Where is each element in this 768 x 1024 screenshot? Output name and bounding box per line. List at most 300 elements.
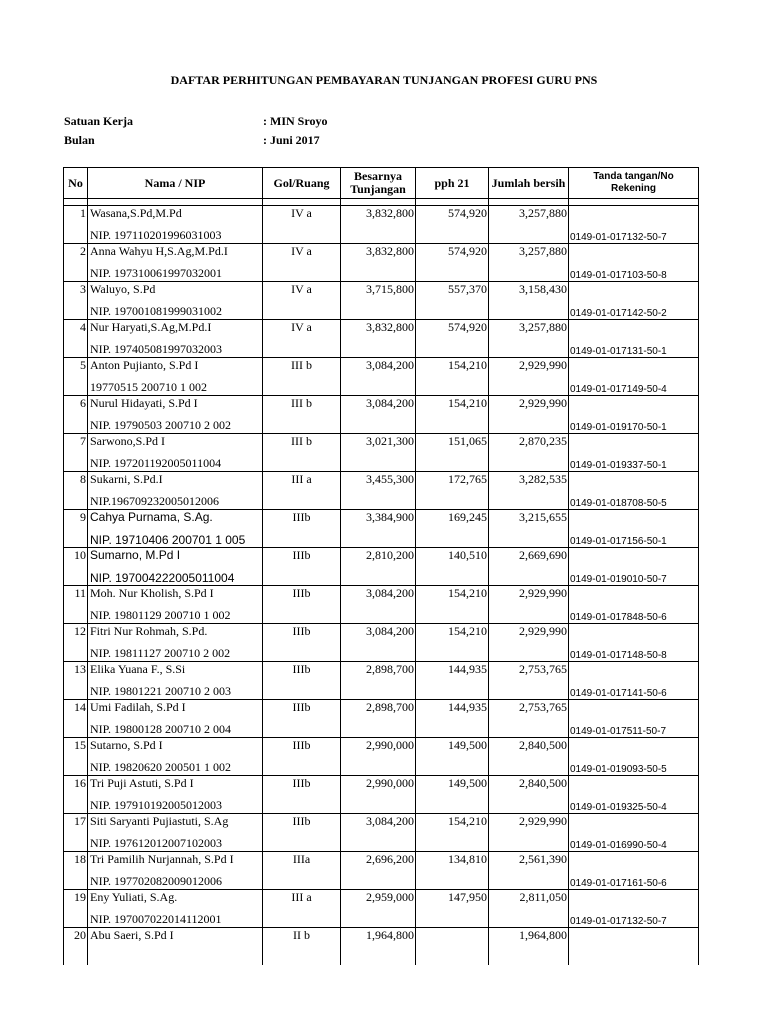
row-number-cont [64,718,88,738]
rekening-cell-top [569,434,699,453]
employee-name: Sumarno, M.Pd I [88,548,263,567]
row-number: 10 [64,548,88,567]
jumlah-bersih: 2,929,990 [489,396,569,415]
besarnya-cont [341,528,416,548]
row-number: 14 [64,700,88,719]
besarnya-tunjangan: 2,990,000 [341,738,416,757]
table-row-nip [64,300,699,320]
besarnya-tunjangan: 2,898,700 [341,662,416,681]
row-number: 13 [64,662,88,681]
gol-cont [263,528,341,548]
gol-ruang: IIIa [263,852,341,871]
rekening-number: 0149-01-019337-50-1 [569,452,699,472]
gol-ruang: IIIb [263,510,341,529]
gol-cont [263,452,341,472]
table-row-nip [64,566,699,586]
rekening-number: 0149-01-019010-50-7 [569,566,699,586]
jumlah-bersih: 2,561,390 [489,852,569,871]
pph21-cont [416,946,489,965]
jumlah-cont [489,680,569,700]
employee-nip: NIP.196709232005012006 [88,490,263,510]
jumlah-cont [489,490,569,510]
pph21-value: 557,370 [416,282,489,301]
row-number-cont [64,262,88,282]
gol-ruang: IV a [263,206,341,225]
besarnya-cont [341,756,416,776]
rekening-cell-top [569,700,699,719]
table-row-nip [64,832,699,852]
employee-name: Umi Fadilah, S.Pd I [88,700,263,719]
rekening-cell-top [569,206,699,225]
bulan-label: Bulan [64,133,95,147]
row-number: 18 [64,852,88,871]
jumlah-bersih: 2,840,500 [489,776,569,795]
employee-nip: NIP. 19790503 200710 2 002 [88,414,263,434]
rekening-number: 0149-01-017156-50-1 [569,528,699,548]
besarnya-cont [341,490,416,510]
besarnya-cont [341,338,416,358]
table-row [64,510,699,529]
employee-name: Sukarni, S.Pd.I [88,472,263,491]
table-row-nip [64,262,699,282]
table-row [64,624,699,643]
row-number-cont [64,870,88,890]
rekening-cell-top [569,928,699,947]
pph21-value: 574,920 [416,206,489,225]
pph21-cont [416,414,489,434]
employee-nip: NIP. 197001081999031002 [88,300,263,320]
besarnya-cont [341,376,416,396]
table-row-nip [64,870,699,890]
table-row-nip [64,908,699,928]
besarnya-cont [341,794,416,814]
jumlah-bersih: 3,158,430 [489,282,569,301]
table-row-nip [64,946,699,965]
row-number: 17 [64,814,88,833]
jumlah-cont [489,604,569,624]
rekening-cell-top [569,852,699,871]
rekening-cell-top [569,890,699,909]
header-spacer-row [64,199,699,206]
row-number: 3 [64,282,88,301]
satuan-kerja-label: Satuan Kerja [64,114,133,128]
pph21-cont [416,832,489,852]
rekening-cell-top [569,586,699,605]
besarnya-tunjangan: 3,021,300 [341,434,416,453]
gol-ruang: IIIb [263,814,341,833]
gol-ruang: IIIb [263,586,341,605]
employee-nip: NIP. 19801221 200710 2 003 [88,680,263,700]
employee-name: Fitri Nur Rohmah, S.Pd. [88,624,263,643]
jumlah-cont [489,718,569,738]
gol-ruang: IIIb [263,548,341,567]
table-row [64,738,699,757]
row-number: 16 [64,776,88,795]
besarnya-cont [341,680,416,700]
row-number-cont [64,224,88,244]
pph21-value [416,928,489,947]
gol-cont [263,680,341,700]
jumlah-bersih: 3,257,880 [489,320,569,339]
table-row [64,890,699,909]
besarnya-tunjangan: 2,810,200 [341,548,416,567]
table-row-nip [64,718,699,738]
pph21-value: 169,245 [416,510,489,529]
gol-ruang: III b [263,396,341,415]
besarnya-cont [341,718,416,738]
jumlah-cont [489,832,569,852]
pph21-cont [416,338,489,358]
pph21-cont [416,452,489,472]
employee-nip: NIP. 197201192005011004 [88,452,263,472]
rekening-cell-top [569,738,699,757]
gol-cont [263,566,341,586]
table-row-nip [64,338,699,358]
besarnya-tunjangan: 2,959,000 [341,890,416,909]
rekening-cell-top [569,358,699,377]
employee-name: Eny Yuliati, S.Ag. [88,890,263,909]
row-number: 2 [64,244,88,263]
row-number-cont [64,756,88,776]
rekening-number: 0149-01-017103-50-8 [569,262,699,282]
employee-name: Nur Haryati,S.Ag,M.Pd.I [88,320,263,339]
pph21-cont [416,718,489,738]
pph21-value: 149,500 [416,776,489,795]
satuan-kerja-value: : MIN Sroyo [263,114,328,128]
pph21-value: 154,210 [416,624,489,643]
pph21-value: 149,500 [416,738,489,757]
employee-nip: NIP. 197405081997032003 [88,338,263,358]
table-row-nip [64,376,699,396]
rekening-number: 0149-01-019170-50-1 [569,414,699,434]
row-number: 15 [64,738,88,757]
pph21-cont [416,528,489,548]
gol-ruang: IIIb [263,738,341,757]
jumlah-cont [489,794,569,814]
rekening-number: 0149-01-018708-50-5 [569,490,699,510]
gol-ruang: III b [263,434,341,453]
table-row [64,814,699,833]
jumlah-cont [489,452,569,472]
pph21-cont [416,300,489,320]
table-row-nip [64,414,699,434]
gol-ruang: II b [263,928,341,947]
pph21-value: 154,210 [416,358,489,377]
pph21-value: 574,920 [416,244,489,263]
rekening-number: 0149-01-017149-50-4 [569,376,699,396]
jumlah-bersih: 3,282,535 [489,472,569,491]
jumlah-bersih: 2,669,690 [489,548,569,567]
row-number-cont [64,300,88,320]
header-tanda-line2: Rekening [610,183,656,194]
jumlah-cont [489,338,569,358]
gol-ruang: IV a [263,244,341,263]
pph21-cont [416,490,489,510]
gol-ruang: IIIb [263,776,341,795]
besarnya-tunjangan: 3,084,200 [341,358,416,377]
jumlah-cont [489,756,569,776]
besarnya-cont [341,604,416,624]
employee-nip: NIP. 197004222005011004 [88,566,263,586]
besarnya-tunjangan: 3,384,900 [341,510,416,529]
pph21-cont [416,756,489,776]
header-nama-nip: Nama / NIP [88,168,263,199]
rekening-number: 0149-01-016990-50-4 [569,832,699,852]
pph21-value: 147,950 [416,890,489,909]
rekening-cell-top [569,320,699,339]
employee-name: Sutarno, S.Pd I [88,738,263,757]
gol-cont [263,946,341,965]
jumlah-cont [489,414,569,434]
rekening-number: 0149-01-017161-50-6 [569,870,699,890]
pph21-value: 154,210 [416,396,489,415]
employee-nip: 19770515 200710 1 002 [88,376,263,396]
besarnya-tunjangan: 3,084,200 [341,814,416,833]
rekening-cell-top [569,510,699,529]
gol-cont [263,414,341,434]
rekening-cell-top [569,282,699,301]
rekening-number: 0149-01-017132-50-7 [569,224,699,244]
header-no: No [64,168,88,199]
employee-name: Elika Yuana F., S.Si [88,662,263,681]
besarnya-tunjangan: 2,898,700 [341,700,416,719]
employee-nip [88,946,263,965]
employee-name: Moh. Nur Kholish, S.Pd I [88,586,263,605]
besarnya-tunjangan: 3,832,800 [341,244,416,263]
rekening-number: 0149-01-017511-50-7 [569,718,699,738]
pph21-cont [416,376,489,396]
besarnya-cont [341,262,416,282]
besarnya-tunjangan: 2,696,200 [341,852,416,871]
gol-ruang: III a [263,890,341,909]
employee-nip: NIP. 19811127 200710 2 002 [88,642,263,662]
gol-ruang: IIIb [263,700,341,719]
table-row [64,206,699,225]
row-number-cont [64,680,88,700]
rekening-number: 0149-01-017148-50-8 [569,642,699,662]
jumlah-cont [489,376,569,396]
employee-name: Cahya Purnama, S.Ag. [88,510,263,529]
employee-nip: NIP. 19820620 200501 1 002 [88,756,263,776]
gol-cont [263,642,341,662]
row-number: 7 [64,434,88,453]
employee-name: Sarwono,S.Pd I [88,434,263,453]
employee-nip: NIP. 197310061997032001 [88,262,263,282]
besarnya-cont [341,414,416,434]
table-row-nip [64,794,699,814]
row-number: 4 [64,320,88,339]
row-number: 6 [64,396,88,415]
row-number-cont [64,376,88,396]
rekening-cell-top [569,624,699,643]
employee-nip: NIP. 19801129 200710 1 002 [88,604,263,624]
gol-ruang: IIIb [263,662,341,681]
table-row [64,700,699,719]
gol-cont [263,718,341,738]
pph21-value: 144,935 [416,700,489,719]
rekening-cell-top [569,548,699,567]
rekening-cell-top [569,472,699,491]
jumlah-bersih: 2,753,765 [489,700,569,719]
jumlah-cont [489,870,569,890]
besarnya-tunjangan: 3,084,200 [341,624,416,643]
table-row [64,358,699,377]
besarnya-tunjangan: 2,990,000 [341,776,416,795]
pph21-value: 134,810 [416,852,489,871]
jumlah-bersih: 2,929,990 [489,624,569,643]
rekening-number: 0149-01-017131-50-1 [569,338,699,358]
table-row [64,472,699,491]
gol-cont [263,376,341,396]
employee-name: Anna Wahyu H,S.Ag,M.Pd.I [88,244,263,263]
table-row [64,244,699,263]
row-number-cont [64,566,88,586]
row-number-cont [64,794,88,814]
gol-cont [263,756,341,776]
jumlah-bersih: 3,215,655 [489,510,569,529]
gol-cont [263,338,341,358]
table-body [64,199,699,966]
header-tanda-line1: Tanda tangan/No [593,171,674,182]
employee-nip: NIP. 19710406 200701 1 005 [88,528,263,548]
pph21-cont [416,224,489,244]
pph21-cont [416,908,489,928]
rekening-number: 0149-01-019093-50-5 [569,756,699,776]
header-gol-ruang: Gol/Ruang [263,168,341,199]
pph21-cont [416,680,489,700]
employee-nip: NIP. 197910192005012003 [88,794,263,814]
jumlah-bersih: 2,811,050 [489,890,569,909]
rekening-number: 0149-01-017141-50-6 [569,680,699,700]
pph21-cont [416,870,489,890]
rekening-number: 0149-01-017142-50-2 [569,300,699,320]
header-jumlah-bersih: Jumlah bersih [489,168,569,199]
rekening-cell-top [569,776,699,795]
besarnya-tunjangan: 3,832,800 [341,320,416,339]
besarnya-cont [341,642,416,662]
jumlah-cont [489,528,569,548]
row-number-cont [64,338,88,358]
gol-ruang: IV a [263,282,341,301]
gol-cont [263,490,341,510]
gol-cont [263,908,341,928]
jumlah-bersih: 3,257,880 [489,244,569,263]
besarnya-tunjangan: 3,084,200 [341,586,416,605]
jumlah-cont [489,908,569,928]
jumlah-bersih: 2,929,990 [489,358,569,377]
gol-cont [263,794,341,814]
table-row-nip [64,680,699,700]
besarnya-cont [341,870,416,890]
row-number-cont [64,452,88,472]
pph21-cont [416,642,489,662]
table-row [64,586,699,605]
row-number-cont [64,832,88,852]
row-number: 11 [64,586,88,605]
gol-ruang: III a [263,472,341,491]
besarnya-tunjangan: 1,964,800 [341,928,416,947]
employee-name: Nurul Hidayati, S.Pd I [88,396,263,415]
bulan-value: : Juni 2017 [263,133,320,147]
rekening-cell-top [569,244,699,263]
payment-table [63,167,699,965]
employee-nip: NIP. 197110201996031003 [88,224,263,244]
besarnya-cont [341,908,416,928]
table-row-nip [64,756,699,776]
table-row-nip [64,224,699,244]
table-row [64,548,699,567]
rekening-number [569,946,699,965]
pph21-value: 154,210 [416,814,489,833]
besarnya-cont [341,300,416,320]
jumlah-cont [489,566,569,586]
besarnya-tunjangan: 3,715,800 [341,282,416,301]
header-besarnya-tunjangan [341,168,416,199]
header-besarnya-line1: Besarnya [354,169,402,183]
row-number-cont [64,642,88,662]
jumlah-cont [489,224,569,244]
pph21-value: 172,765 [416,472,489,491]
row-number: 8 [64,472,88,491]
row-number: 1 [64,206,88,225]
gol-ruang: III b [263,358,341,377]
employee-name: Tri Puji Astuti, S.Pd I [88,776,263,795]
gol-ruang: IIIb [263,624,341,643]
table-row-nip [64,604,699,624]
jumlah-bersih: 2,929,990 [489,814,569,833]
table-row [64,396,699,415]
rekening-number: 0149-01-017848-50-6 [569,604,699,624]
pph21-value: 151,065 [416,434,489,453]
rekening-number: 0149-01-019325-50-4 [569,794,699,814]
pph21-cont [416,794,489,814]
jumlah-bersih: 3,257,880 [489,206,569,225]
employee-nip: NIP. 19800128 200710 2 004 [88,718,263,738]
table-row-nip [64,642,699,662]
pph21-cont [416,604,489,624]
row-number-cont [64,908,88,928]
pph21-cont [416,262,489,282]
jumlah-bersih: 2,870,235 [489,434,569,453]
employee-name: Siti Saryanti Pujiastuti, S.Ag [88,814,263,833]
pph21-value: 574,920 [416,320,489,339]
row-number: 12 [64,624,88,643]
table-row [64,852,699,871]
gol-cont [263,604,341,624]
table-row-nip [64,528,699,548]
table-row [64,282,699,301]
employee-nip: NIP. 197702082009012006 [88,870,263,890]
jumlah-cont [489,946,569,965]
gol-cont [263,300,341,320]
besarnya-cont [341,566,416,586]
pph21-value: 140,510 [416,548,489,567]
rekening-number: 0149-01-017132-50-7 [569,908,699,928]
employee-nip: NIP. 197612012007102003 [88,832,263,852]
row-number-cont [64,414,88,434]
jumlah-cont [489,300,569,320]
besarnya-tunjangan: 3,832,800 [341,206,416,225]
rekening-cell-top [569,814,699,833]
gol-cont [263,262,341,282]
jumlah-bersih: 2,929,990 [489,586,569,605]
employee-name: Abu Saeri, S.Pd I [88,928,263,947]
header-pph21: pph 21 [416,168,489,199]
gol-cont [263,832,341,852]
header-besarnya-line2: Tunjangan [350,182,406,196]
gol-cont [263,224,341,244]
employee-nip: NIP. 197007022014112001 [88,908,263,928]
